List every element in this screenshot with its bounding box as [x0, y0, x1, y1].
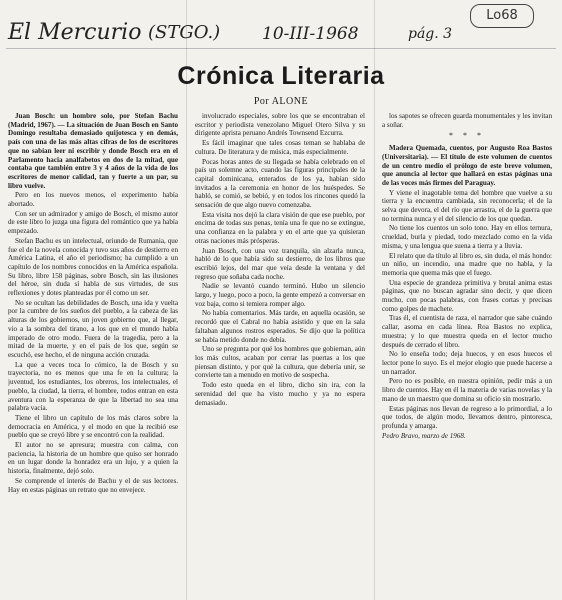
paragraph: Una especie de grandeza primitiva y brutal anima estas páginas, que no buscan agradar sino decir, y que dicen mucho, con pocas palabras, con frases cortas y precisas como golpes de machete.	[382, 278, 552, 313]
paragraph: Todo esto queda en el libro, dicho sin ira, con la serenidad del que ha visto mucho y ya no espera demasiado.	[195, 381, 365, 407]
article-title: Crónica Literaria	[177, 62, 385, 90]
place-note: (STGO.)	[148, 22, 221, 43]
paragraph: No lo enseña todo; deja huecos, y en esos huecos el lector pone lo suyo. Es el mejor elogio que puede hacerse a un narrador.	[382, 350, 552, 376]
paragraph: Juan Bosch, con una voz tranquila, sin alzarla nunca, habló de lo que había sido su destierro, de los libros que escribió lejos, del mar que veía desde la ventana y del regreso que soñaba cada noche.	[195, 246, 365, 281]
paragraph: No tiene los cuentos un solo tono. Hay en ellos ternura, crueldad, burla y piedad, todo mezclado como en la vida misma, y una lengua que suena a tierra y a lluvia.	[382, 224, 552, 250]
archive-stamp: Lo68	[470, 4, 534, 28]
paragraph: El relato que da título al libro es, sin duda, el más hondo: un niño, un incendio, una madre que no habla, y la memoria que quema más que el fuego.	[382, 251, 552, 277]
paragraph: Juan Bosch: un hombre solo, por Stefan Bachu (Madrid, 1967). — La situación de Juan Bosch en Santo Domingo resultaba demasiado quijotesca y en demás, país con una de las más altas cifras de los de escritores que no sabían leer ni escribir y donde Bosch era en el Parlamento hacia analfabetos en dos de la mitad, que contaba que también entre 3 y 4 años de la vida de los escritores de menor calidad, tan y fuerte a un par, su libro vuelve.	[8, 112, 178, 190]
paper-fold	[374, 0, 375, 600]
paragraph: involucrado especiales, sobre los que se encontraban el escritor y periodista venezolano Miguel Otero Silva y su dirigente aprista peruano Andrés Townsend Ezcurra.	[195, 112, 365, 138]
paragraph: No había comentarios. Más tarde, en aquella ocasión, se recordó que el Cabral no había asistido y que en la sala faltaban algunos rostros esperados. Se dijo que la política se había metido donde no debía.	[195, 309, 365, 344]
page-note: pág. 3	[408, 26, 453, 42]
header-rule	[6, 48, 556, 49]
paragraph: Pero no es posible, en nuestra opinión, pedir más a un libro de cuentos. Hay en él la materia de varias novelas y la mano de un maestro que domina su oficio sin mostrarlo.	[382, 377, 552, 403]
paragraph: los sapotes se ofrecen guarda monumentales y les invitan a soñar.	[382, 112, 552, 129]
newspaper-name: El Mercurio	[8, 20, 142, 45]
column-2	[195, 112, 365, 596]
paragraph: Se comprende el interés de Bachu y el de sus lectores. Hay en estas páginas un retrato que no envejece.	[8, 476, 178, 494]
paragraph: Madera Quemada, cuentos, por Augusto Roa Bastos (Universitaria). — El título de este volumen de cuentos de un centro medio el prólogo de este breve volumen, que anuncia al lector que hallará en estas páginas una de las voces más firmes del Paraguay.	[382, 144, 552, 187]
paragraph: Y viene el inagotable tema del hombre que vuelve a su tierra y la encuentra cambiada, sin reconocerla; el de la selva que devora, el del río que arrastra, el de la guerra que no termina nunca y el del silencio de los que quedan.	[382, 188, 552, 223]
paragraph: Pocas horas antes de su llegada se había celebrado en el país un solemne acto, cuando las figuras principales de la capital dominicana, enterados de los ya, habían sido invitados a la ceremonia en honor de los huéspedes. Se habló, se comió, se bebió, y en todos los rincones quedó la sensación de que algo nuevo comenzaba.	[195, 157, 365, 210]
column-3	[382, 112, 552, 596]
paragraph: Esta visita nos dejó la clara visión de que ese pueblo, por encima de todas sus penas, tenía una fe que no se extingue, una confianza en la palabra y en el arte que ya quisieran otras naciones más prósperas.	[195, 210, 365, 245]
paragraph: La que a veces toca lo cómico, la de Bosch y su trayectoria, no es menos que una fe en la cultura; la juventud, los estudiantes, los obreros, los intelectuales, el pueblo, la ciudad, la tierra, el hombre, todos entran en esta aventura con la esperanza de que la libertad no sea una palabra vacía.	[8, 360, 178, 413]
paragraph: * * *	[449, 131, 485, 141]
paragraph: Pero en los nuevos menos, el experimento había abortado.	[8, 191, 178, 209]
paper-fold	[186, 0, 187, 600]
paragraph: El autor no se apresura; muestra con calma, con paciencia, la historia de un hombre que quiso ser honrado en un lugar donde la honradez era un lujo, y a quien la historia, finalmente, dejó solo.	[8, 441, 178, 476]
article-byline: Por ALONE	[253, 96, 309, 107]
paragraph: Tiene el libro un capítulo de los más claros sobre la democracia en América, y el modo en que la recibió ese pueblo que se creyó libre y se encontró con la realidad.	[8, 413, 178, 440]
paragraph: Es fácil imaginar que tales cosas teman se hablaba de cultura. De literatura y de música, más especialmente.	[195, 139, 365, 156]
paragraph: No se ocultan las debilidades de Bosch, una ida y vuelta por la cumbre de los sueños del pueblo, a la cabeza de las alturas de los gobiernos, un joven gobierno que, al llegar, vio a la sombra del tirano, a los que en el mundo había imperado de otro modo. Fuera de la tragedia, pero a la mitad de la muerte, y en el país de los que, según se escuchó, ese hecho, el de ninguna acción cruzada.	[8, 298, 178, 359]
column-1	[8, 112, 178, 596]
paragraph: Pedro Bravo, marzo de 1968.	[382, 431, 466, 440]
paragraph: Stefan Bachu es un intelectual, oriundo de Rumania, que fue el de la novela conocida y tuvo sus años de destierro en América Latina, el año el periodismo; ha cumplido a un capítulo de los nombres conocidos en la América española. Su libro, libre 158 páginas, sobre Bosch, sin las ilusiones del héroe, sin duda sí habla de sus virtudes, de sus reflexiones y dotes planteadas por él como un ser.	[8, 236, 178, 298]
paragraph: Estas páginas nos llevan de regreso a lo primordial, a lo que todos, de algún modo, llevamos dentro, pintoresca, profunda y amarga.	[382, 404, 552, 430]
paragraph: Nadie se levantó cuando terminó. Hubo un silencio largo, y luego, poco a poco, la gente empezó a conversar en voz baja, como si temiera romper algo.	[195, 282, 365, 308]
date-note: 10-III-1968	[262, 24, 359, 44]
paragraph: Tras él, el cuentista de raza, el narrador que sabe cuándo callar, asoma en cada línea. Roa Bastos no explica, muestra; y lo que muestra queda en el lector mucho después de cerrado el libro.	[382, 314, 552, 349]
paragraph: Uno se pregunta por qué los hombres que gobiernan, aún los más cultos, acaban por cerrar las puertas a los que piensan distinto, y por qué la cultura, que debería unir, se convierte tan a menudo en motivo de sospecha.	[195, 345, 365, 380]
paragraph: Con ser un admirador y amigo de Bosch, el mismo autor de este libro lo juzga una figura del romántico que ya había empezado.	[8, 209, 178, 236]
